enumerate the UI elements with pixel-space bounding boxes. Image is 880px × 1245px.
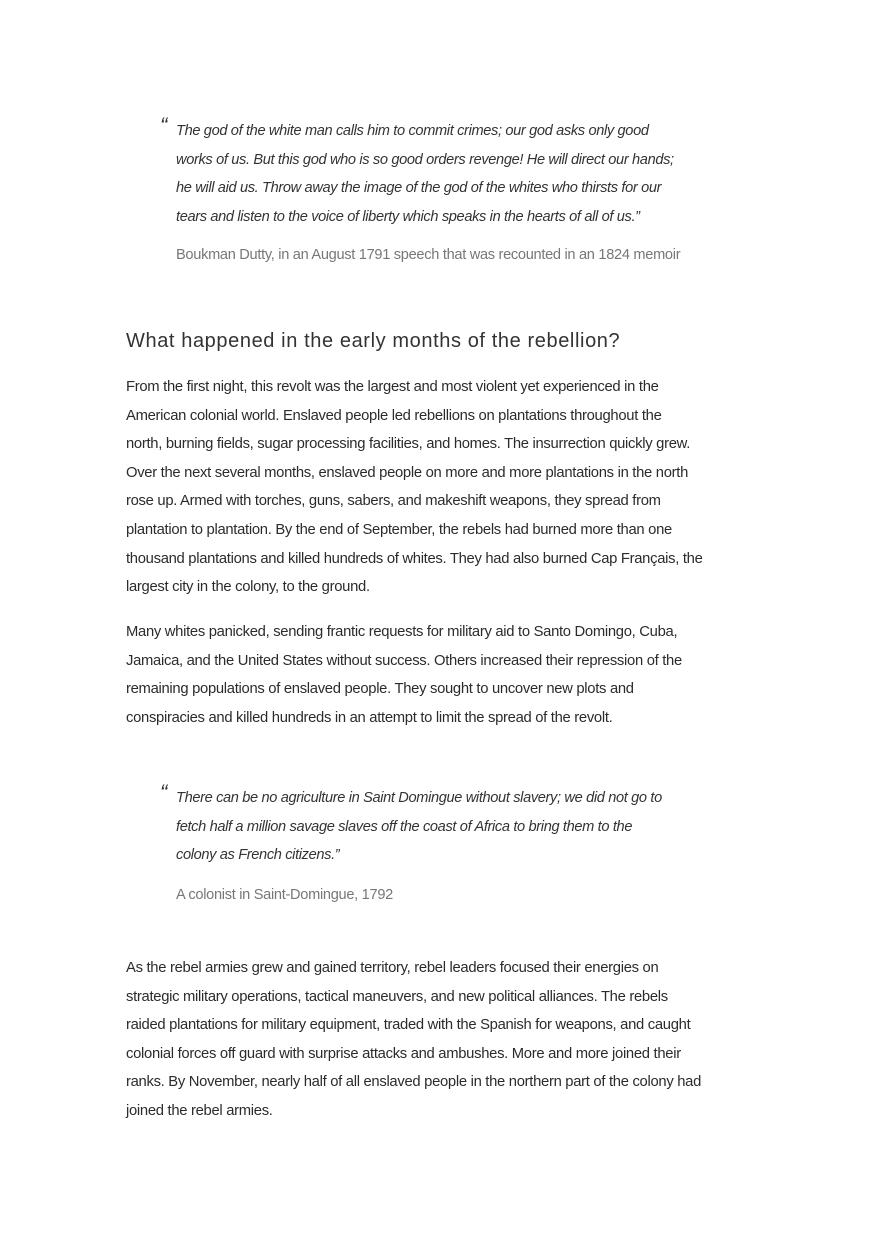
- paragraph-1: [126, 373, 703, 602]
- paragraph-line: American colonial world. Enslaved people led rebellions on plantations throughout the: [126, 407, 662, 424]
- quote-line: There can be no agriculture in Saint Domingue without slavery; we did not go to: [176, 790, 662, 806]
- quote-attribution: [176, 241, 680, 270]
- paragraph-line: thousand plantations and killed hundreds of whites. They had also burned Cap Français, the: [126, 550, 703, 567]
- paragraph-line: rose up. Armed with torches, guns, sabers, and makeshift weapons, they spread from: [126, 493, 661, 510]
- paragraph-line: strategic military operations, tactical maneuvers, and new political alliances. The rebels: [126, 988, 668, 1005]
- paragraph-line: conspiracies and killed hundreds in an attempt to limit the spread of the revolt.: [126, 709, 613, 726]
- attribution-text: A colonist in Saint-Domingue, 1792: [176, 887, 393, 903]
- quote-line: colony as French citizens.”: [176, 847, 340, 864]
- quote-mark-icon: “: [160, 780, 167, 805]
- paragraph-line: As the rebel armies grew and gained territory, rebel leaders focused their energies on: [126, 960, 659, 976]
- section-heading: What happened in the early months of the rebellion?: [126, 330, 621, 352]
- paragraph-line: raided plantations for military equipment, traded with the Spanish for weapons, and caught: [126, 1017, 691, 1034]
- paragraph-line: north, burning fields, sugar processing facilities, and homes. The insurrection quickly grew.: [126, 436, 691, 453]
- blockquote-boukman: [160, 113, 674, 231]
- quote-line: The god of the white man calls him to commit crimes; our god asks only good: [176, 123, 649, 139]
- paragraph-line: joined the rebel armies.: [126, 1102, 273, 1119]
- paragraph-line: remaining populations of enslaved people. They sought to uncover new plots and: [126, 681, 634, 698]
- quote-line: fetch half a million savage slaves off the coast of Africa to bring them to the: [176, 818, 633, 835]
- paragraph-line: colonial forces off guard with surprise attacks and ambushes. More and more joined their: [126, 1045, 681, 1062]
- quote-line: works of us. But this god who is so good orders revenge! He will direct our hands;: [176, 151, 674, 168]
- quote-attribution: [176, 881, 393, 910]
- paragraph-3: [126, 954, 701, 1126]
- paragraph-line: Many whites panicked, sending frantic requests for military aid to Santo Domingo, Cuba,: [126, 624, 678, 640]
- quote-mark-icon: “: [160, 113, 167, 138]
- paragraph-2: [126, 618, 682, 732]
- quote-line: tears and listen to the voice of liberty which speaks in the hearts of all of us.”: [176, 208, 640, 225]
- attribution-text: Boukman Dutty, in an August 1791 speech that was recounted in an 1824 memoir: [176, 247, 681, 263]
- paragraph-line: ranks. By November, nearly half of all enslaved people in the northern part of the colony had: [126, 1074, 702, 1091]
- paragraph-line: plantation to plantation. By the end of September, the rebels had burned more than one: [126, 521, 672, 538]
- quote-line: he will aid us. Throw away the image of the god of the whites who thirsts for our: [176, 180, 662, 197]
- blockquote-colonist: [160, 780, 662, 870]
- paragraph-line: largest city in the colony, to the ground.: [126, 579, 370, 596]
- paragraph-line: From the first night, this revolt was the largest and most violent yet experienced in the: [126, 379, 659, 395]
- paragraph-line: Over the next several months, enslaved people on more and more plantations in the north: [126, 464, 689, 481]
- paragraph-line: Jamaica, and the United States without success. Others increased their repression of the: [126, 652, 682, 669]
